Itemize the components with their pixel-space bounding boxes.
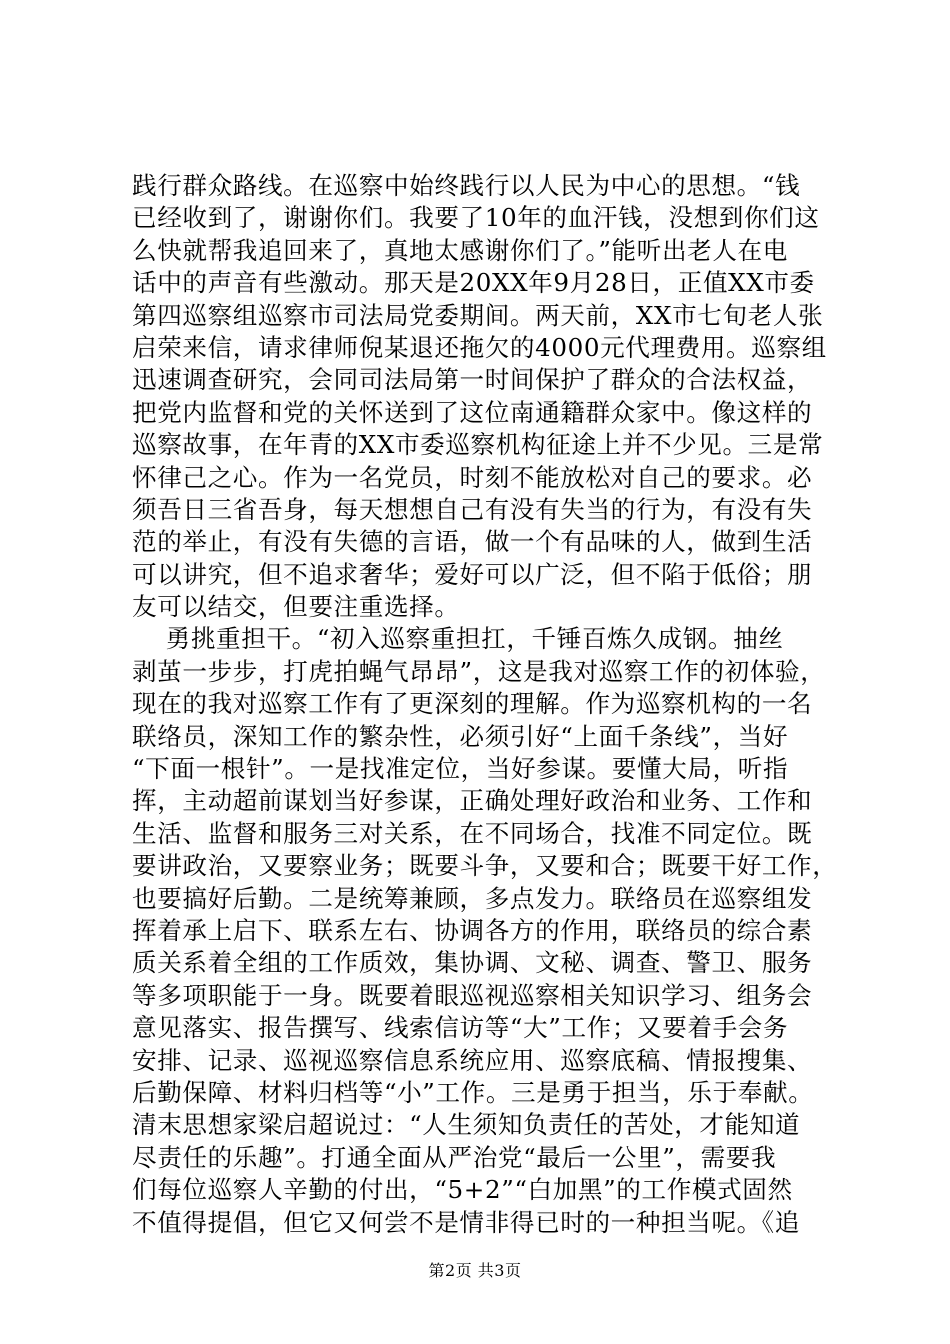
text-line: “下面一根针”。一是找准定位，当好参谋。要懂大局，听指: [132, 754, 789, 784]
text-line: 把党内监督和党的关怀送到了这位南通籍群众家中。像这样的: [132, 397, 813, 427]
text-line: 生活、监督和服务三对关系，在不同场合，找准不同定位。既: [132, 818, 813, 848]
text-line: 现在的我对巡察工作有了更深刻的理解。作为巡察机构的一名: [132, 689, 813, 719]
text-line: 怀律己之心。作为一名党员，时刻不能放松对自己的要求。必: [132, 462, 813, 492]
page-footer: [0, 1261, 950, 1281]
text-line: 第四巡察组巡察市司法局党委期间。两天前，XX市七旬老人张: [132, 300, 824, 330]
text-line: 践行群众路线。在巡察中始终践行以人民为中心的思想。“钱: [132, 171, 801, 200]
text-line: 安排、记录、巡视巡察信息系统应用、巡察底稿、情报搜集、: [132, 1045, 813, 1075]
text-line: 友可以结交，但要注重选择。: [132, 592, 460, 622]
text-line: 可以讲究，但不追求奢华；爱好可以广泛，但不陷于低俗；朋: [132, 559, 813, 589]
text-line: 们每位巡察人辛勤的付出，“5+2”“白加黑”的工作模式固然: [132, 1175, 793, 1205]
text-line: 要讲政治，又要察业务；既要斗争，又要和合；既要干好工作，: [132, 851, 838, 881]
text-line: 剥茧一步步，打虎拍蝇气昂昂”，这是我对巡察工作的初体验，: [132, 656, 826, 686]
text-line: 意见落实、报告撰写、线索信访等“大”工作；又要着手会务: [132, 1013, 789, 1043]
text-line: 尽责任的乐趣”。打通全面从严治党“最后一公里”，需要我: [132, 1142, 777, 1172]
text-line: 话中的声音有些激动。那天是20XX年9月28日，正值XX市委: [132, 268, 815, 298]
text-line: 也要搞好后勤。二是统筹兼顾，多点发力。联络员在巡察组发: [132, 883, 813, 913]
text-line: 范的举止，有没有失德的言语，做一个有品味的人，做到生活: [132, 527, 813, 557]
text-line: 后勤保障、材料归档等“小”工作。三是勇于担当，乐于奉献。: [132, 1077, 814, 1107]
text-line: 勇挑重担干。“初入巡察重担扛，千锤百炼久成钢。抽丝: [132, 624, 784, 654]
text-line: 须吾日三省吾身，每天想想自己有没有失当的行为，有没有失: [132, 494, 813, 524]
text-line: 启荣来信，请求律师倪某退还拖欠的4000元代理费用。巡察组: [132, 332, 827, 362]
page-number-label: 第2页 共3页: [428, 1261, 522, 1280]
text-line: 不值得提倡，但它又何尝不是情非得已时的一种担当呢。《追: [132, 1207, 800, 1237]
text-line: 迅速调查研究，会同司法局第一时间保护了群众的合法权益，: [132, 365, 813, 395]
text-line: 清末思想家梁启超说过：“人生须知负责任的苦处，才能知道: [132, 1110, 801, 1140]
body-text: [132, 170, 838, 1239]
text-line: 等多项职能于一身。既要着眼巡视巡察相关知识学习、组务会: [132, 980, 813, 1010]
text-line: 么快就帮我追回来了，真地太感谢你们了。”能听出老人在电: [132, 235, 788, 265]
text-line: 挥着承上启下、联系左右、协调各方的作用，联络员的综合素: [132, 915, 813, 945]
text-line: 联络员，深知工作的繁杂性，必须引好“上面千条线”，当好: [132, 721, 789, 751]
text-line: 挥，主动超前谋划当好参谋，正确处理好政治和业务、工作和: [132, 786, 813, 816]
text-line: 已经收到了，谢谢你们。我要了10年的血汗钱，没想到你们这: [132, 203, 820, 233]
text-line: 巡察故事，在年青的XX市委巡察机构征途上并不少见。三是常: [132, 430, 824, 460]
text-line: 质关系着全组的工作质效，集协调、文秘、调查、警卫、服务: [132, 948, 813, 978]
